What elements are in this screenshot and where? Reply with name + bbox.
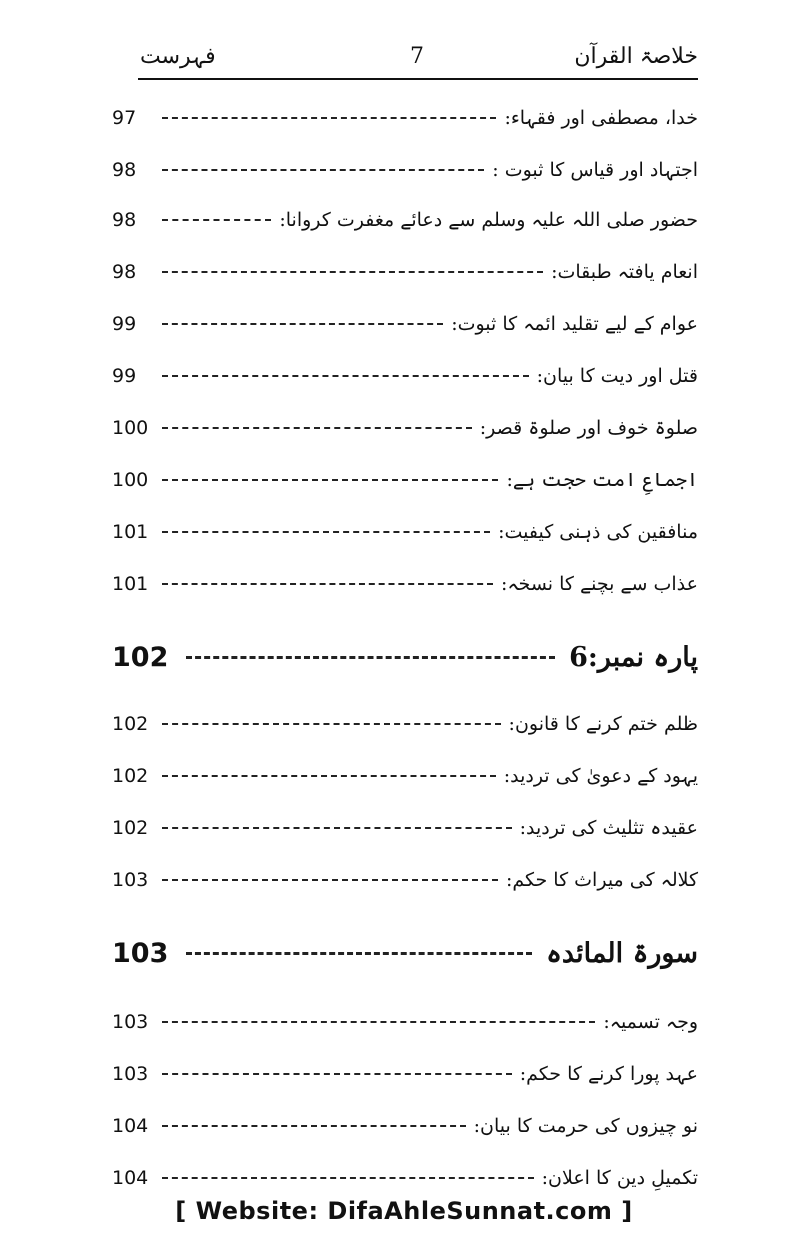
toc-entry — [112, 704, 698, 744]
toc-page: 104 — [112, 1115, 149, 1137]
leader-dots — [162, 827, 512, 829]
toc-page: 98 — [112, 159, 137, 181]
leader-dots — [186, 656, 555, 659]
toc-page: 98 — [112, 209, 137, 231]
toc-page: 103 — [112, 1011, 149, 1033]
toc-title: عذاب سے بچنے کا نسخہ: — [501, 573, 698, 595]
toc-page: 102 — [112, 817, 149, 839]
toc-title: ظلم ختم کرنے کا قانون: — [508, 713, 698, 735]
toc-page: 103 — [112, 869, 149, 891]
page-header — [138, 38, 698, 80]
section-page: 103 — [112, 937, 169, 969]
leader-dots — [186, 952, 532, 955]
leader-dots — [162, 583, 493, 585]
toc-entry — [112, 1158, 698, 1198]
section-title: فہرست — [140, 44, 216, 69]
toc-entry — [112, 1002, 698, 1042]
toc-page: 104 — [112, 1167, 149, 1189]
toc-title: منافقین کی ذہنی کیفیت: — [498, 521, 698, 543]
toc-entry — [112, 1054, 698, 1094]
leader-dots — [162, 271, 543, 273]
toc-title: حضور صلی اللہ علیہ وسلم سے دعائے مغفرت کروانا: — [279, 209, 698, 231]
toc-entry — [112, 808, 698, 848]
leader-dots — [162, 775, 496, 777]
toc-page: 102 — [112, 765, 149, 787]
toc-page: 100 — [112, 417, 149, 439]
toc-title: کلالہ کی میراث کا حکم: — [505, 869, 698, 891]
toc-page: 101 — [112, 573, 149, 595]
toc-entry — [112, 512, 698, 552]
toc-page: 102 — [112, 713, 149, 735]
toc-title: صلوۃ خوف اور صلوۃ قصر: — [479, 417, 698, 439]
leader-dots — [162, 427, 472, 429]
section-title: سورۃ المائدہ — [546, 937, 698, 969]
toc-entry — [112, 200, 698, 240]
website-footer: [ Website: DifaAhleSunnat.com ] — [175, 1197, 633, 1225]
section-title: پارہ نمبر:6 — [569, 641, 698, 673]
toc-entry — [112, 564, 698, 604]
toc-title: عوام کے لیے تقلید ائمہ کا ثبوت: — [451, 313, 698, 335]
leader-dots — [162, 1177, 534, 1179]
toc-page: 100 — [112, 469, 149, 491]
toc-entry — [112, 860, 698, 900]
toc-page: 98 — [112, 261, 137, 283]
toc-title: انعام یافتہ طبقات: — [551, 261, 698, 283]
leader-dots — [162, 879, 498, 881]
toc-entry — [112, 356, 698, 396]
leader-dots — [162, 1073, 512, 1075]
toc-entry — [112, 1106, 698, 1146]
toc-title: عقیدہ تثلیث کی تردید: — [519, 817, 698, 839]
toc-entry — [112, 460, 698, 500]
toc-title: نو چیزوں کی حرمت کا بیان: — [473, 1115, 698, 1137]
book-title: خلاصۃ القرآن — [574, 44, 698, 69]
toc-title: عہد پورا کرنے کا حکم: — [519, 1063, 698, 1085]
toc-title: خدا، مصطفی اور فقہاء: — [504, 107, 698, 129]
toc-entry — [112, 252, 698, 292]
leader-dots — [162, 531, 490, 533]
toc-entry — [112, 304, 698, 344]
leader-dots — [162, 219, 271, 221]
toc-entry — [112, 98, 698, 138]
leader-dots — [162, 323, 443, 325]
toc-page: 103 — [112, 1063, 149, 1085]
toc-page: 99 — [112, 313, 137, 335]
toc-page: 99 — [112, 365, 137, 387]
leader-dots — [162, 479, 498, 481]
toc-title: تکمیلِ دین کا اعلان: — [541, 1167, 698, 1189]
section-heading — [112, 930, 698, 976]
leader-dots — [162, 1021, 595, 1023]
toc-title: اجتہاد اور قیاس کا ثبوت : — [492, 159, 698, 181]
section-page: 102 — [112, 641, 169, 673]
toc-entry — [112, 756, 698, 796]
leader-dots — [162, 117, 496, 119]
section-heading — [112, 634, 698, 680]
toc-title: قتل اور دیت کا بیان: — [536, 365, 698, 387]
leader-dots — [162, 1125, 466, 1127]
toc-title: اجماعِ امت حجت ہے: — [506, 469, 698, 491]
toc-page: 101 — [112, 521, 149, 543]
toc-title: یہود کے دعویٰ کی تردید: — [503, 765, 698, 787]
page-number: 7 — [410, 44, 424, 69]
toc-title: وجہ تسمیہ: — [603, 1011, 698, 1033]
toc-entry — [112, 150, 698, 190]
leader-dots — [162, 169, 484, 171]
leader-dots — [162, 375, 529, 377]
toc-page: 97 — [112, 107, 137, 129]
leader-dots — [162, 723, 501, 725]
toc-entry — [112, 408, 698, 448]
